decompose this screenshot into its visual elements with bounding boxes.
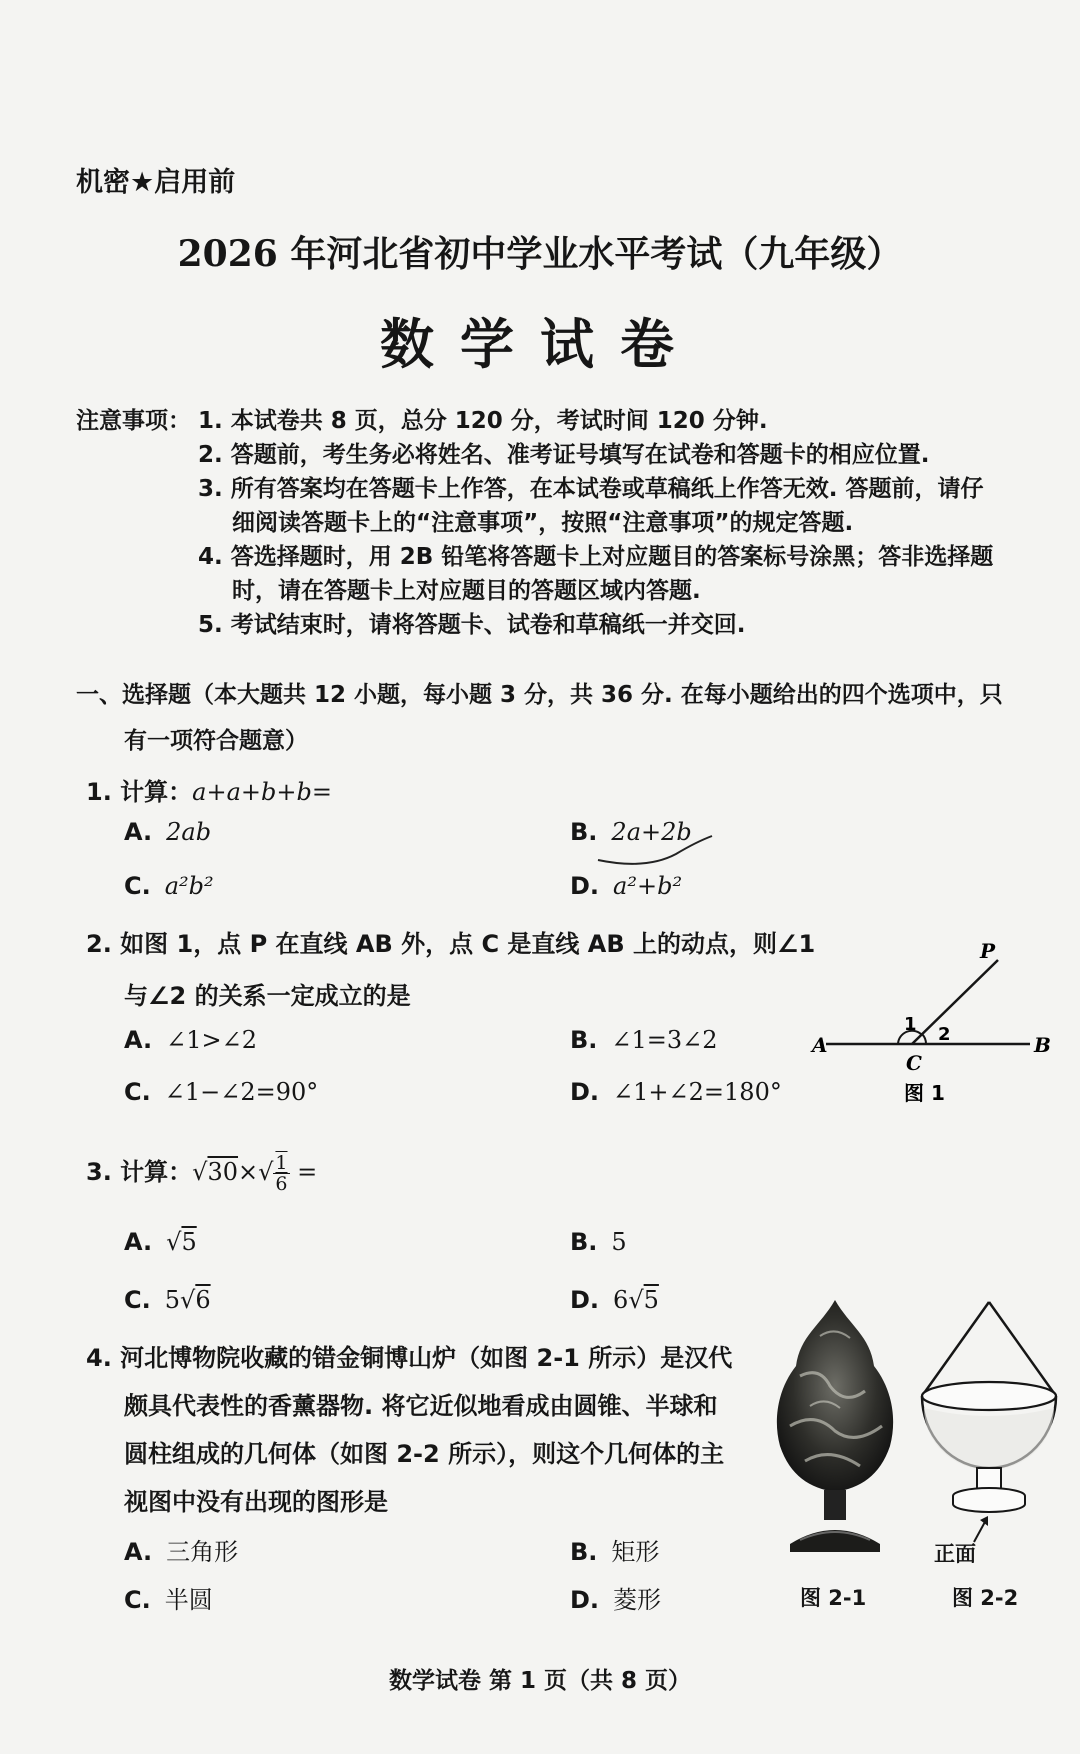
cylinder-base-side xyxy=(953,1496,1025,1512)
option-label: D. xyxy=(570,1078,600,1106)
q4-option-a[interactable] xyxy=(124,1532,238,1567)
notice-item-5: 5. 考试结束时，请将答题卡、试卷和草稿纸一并交回. xyxy=(198,612,746,638)
option-coefficient: 6 xyxy=(613,1286,629,1314)
question-3-stem: 3. 计算：√30×√ $\frac{1}{6}$ = xyxy=(86,1152,318,1195)
option-label: D. xyxy=(570,1286,600,1314)
radicand-30: 30 xyxy=(207,1158,239,1186)
point-b-label: B xyxy=(1034,1033,1051,1057)
option-label: A. xyxy=(124,818,153,846)
subject-title: 数学试卷 xyxy=(380,313,700,376)
option-coefficient: 5 xyxy=(164,1286,181,1314)
option-text: a²+b² xyxy=(613,872,683,900)
front-view-label: 正面 xyxy=(934,1542,976,1566)
figure-2-2-caption: 图 2-2 xyxy=(952,1586,1019,1610)
option-label: D. xyxy=(570,872,600,900)
option-text: a²b² xyxy=(164,872,214,900)
fraction-one-sixth xyxy=(273,1153,289,1194)
numerator: 1 xyxy=(275,1152,288,1174)
angle-1-label: 1 xyxy=(904,1014,917,1035)
option-label: A. xyxy=(124,1538,153,1566)
question-4-stem-line-3: 圆柱组成的几何体（如图 2-2 所示），则这个几何体的主 xyxy=(124,1440,725,1468)
option-text: 三角形 xyxy=(166,1538,239,1566)
option-text: 5 xyxy=(181,1228,197,1256)
figure-1-diagram xyxy=(800,940,1060,1110)
option-text: 半圆 xyxy=(164,1586,213,1614)
point-a-label: A xyxy=(812,1033,828,1057)
q3-option-c[interactable]: C. 5√6 xyxy=(124,1286,211,1314)
option-label: B. xyxy=(570,818,598,846)
notice-item-2: 2. 答题前，考生务必将姓名、准考证号填写在试卷和答题卡的相应位置. xyxy=(198,442,930,468)
option-label: C. xyxy=(124,1286,151,1314)
option-label: A. xyxy=(124,1026,153,1054)
option-text: ∠1+∠2=180° xyxy=(613,1078,782,1106)
times-sign: × xyxy=(238,1158,259,1186)
q2-option-b[interactable] xyxy=(570,1026,718,1054)
notice-item-3-cont: 细阅读答题卡上的“注意事项”，按照“注意事项”的规定答题. xyxy=(232,510,854,536)
notice-item-3: 3. 所有答案均在答题卡上作答，在本试卷或草稿纸上作答无效. 答题前，请仔 xyxy=(198,476,984,502)
question-3-label: 3. 计算： xyxy=(86,1158,193,1186)
handwritten-underline-mark xyxy=(596,830,716,866)
option-text: 5 xyxy=(611,1228,627,1256)
q3-option-a[interactable]: A. √5 xyxy=(124,1228,197,1256)
section-heading-cont: 有一项符合题意） xyxy=(124,728,308,754)
q4-option-b[interactable] xyxy=(570,1532,659,1567)
option-text: 菱形 xyxy=(613,1586,662,1614)
question-1-expression: a+a+b+b= xyxy=(192,778,332,806)
q2-option-d[interactable] xyxy=(570,1078,782,1106)
figure-2-1-incense-burner-image xyxy=(760,1296,910,1556)
figure-2-2-geometric-model xyxy=(914,1296,1064,1566)
q1-option-a[interactable] xyxy=(124,818,211,846)
q3-option-d[interactable]: D. 6√5 xyxy=(570,1286,659,1314)
figure-2-1-caption: 图 2-1 xyxy=(800,1586,867,1610)
question-1-label: 1. 计算： xyxy=(86,778,193,806)
option-radicand: 6 xyxy=(195,1286,211,1314)
question-1-stem xyxy=(86,772,332,807)
option-text: ∠1>∠2 xyxy=(166,1026,258,1054)
option-label: D. xyxy=(570,1586,600,1614)
question-4-stem: 4. 河北博物院收藏的错金铜博山炉（如图 2-1 所示）是汉代 xyxy=(86,1344,733,1372)
angle-2-label: 2 xyxy=(938,1024,951,1045)
q1-option-c[interactable] xyxy=(124,872,214,900)
option-label: B. xyxy=(570,1228,598,1256)
equals-sign: = xyxy=(297,1158,318,1186)
q3-option-b[interactable] xyxy=(570,1228,627,1256)
notice-item-1: 1. 本试卷共 8 页，总分 120 分，考试时间 120 分钟. xyxy=(198,408,768,434)
ray-cp xyxy=(912,960,998,1044)
q4-option-d[interactable] xyxy=(570,1580,661,1615)
point-c-label: C xyxy=(906,1051,922,1075)
question-2-stem: 2. 如图 1，点 P 在直线 AB 外，点 C 是直线 AB 上的动点，则∠1 xyxy=(86,930,816,958)
notice-item-4: 4. 答选择题时，用 2B 铅笔将答题卡上对应题目的答案标号涂黑；答非选择题 xyxy=(198,544,994,570)
question-4-stem-line-4: 视图中没有出现的图形是 xyxy=(124,1488,388,1516)
base-ellipse xyxy=(922,1382,1056,1410)
angle-2-arc xyxy=(922,1034,926,1044)
figure-1-caption: 图 1 xyxy=(904,1081,945,1105)
option-label: B. xyxy=(570,1538,598,1566)
option-text: 2ab xyxy=(166,818,212,846)
notice-heading: 注意事项： xyxy=(76,408,191,434)
q2-option-c[interactable] xyxy=(124,1078,318,1106)
option-text: ∠1=3∠2 xyxy=(611,1026,718,1054)
option-radicand: 5 xyxy=(643,1286,659,1314)
confidential-mark: 机密★启用前 xyxy=(76,167,236,198)
q2-option-a[interactable] xyxy=(124,1026,257,1054)
option-label: B. xyxy=(570,1026,598,1054)
option-text: 2a+2b xyxy=(611,818,692,846)
q1-option-d[interactable] xyxy=(570,872,682,900)
option-text: ∠1−∠2=90° xyxy=(164,1078,319,1106)
question-4-stem-line-2: 颇具代表性的香薰器物. 将它近似地看成由圆锥、半球和 xyxy=(124,1392,718,1420)
option-label: C. xyxy=(124,1586,151,1614)
option-label: C. xyxy=(124,1078,151,1106)
option-label: C. xyxy=(124,872,151,900)
exam-title: 2026 年河北省初中学业水平考试（九年级） xyxy=(177,233,903,275)
page-footer: 数学试卷 第 1 页（共 8 页） xyxy=(388,1668,692,1694)
notice-item-4-cont: 时，请在答题卡上对应题目的答题区域内答题. xyxy=(232,578,701,604)
denominator: 6 xyxy=(275,1173,288,1195)
option-label: A. xyxy=(124,1228,153,1256)
question-2-stem-cont: 与∠2 的关系一定成立的是 xyxy=(124,982,411,1010)
option-text: 矩形 xyxy=(611,1538,660,1566)
q4-option-c[interactable] xyxy=(124,1580,213,1615)
point-p-label: P xyxy=(980,940,996,963)
section-heading: 一、选择题（本大题共 12 小题，每小题 3 分，共 36 分. 在每小题给出的四个选项中，只 xyxy=(76,682,1003,708)
